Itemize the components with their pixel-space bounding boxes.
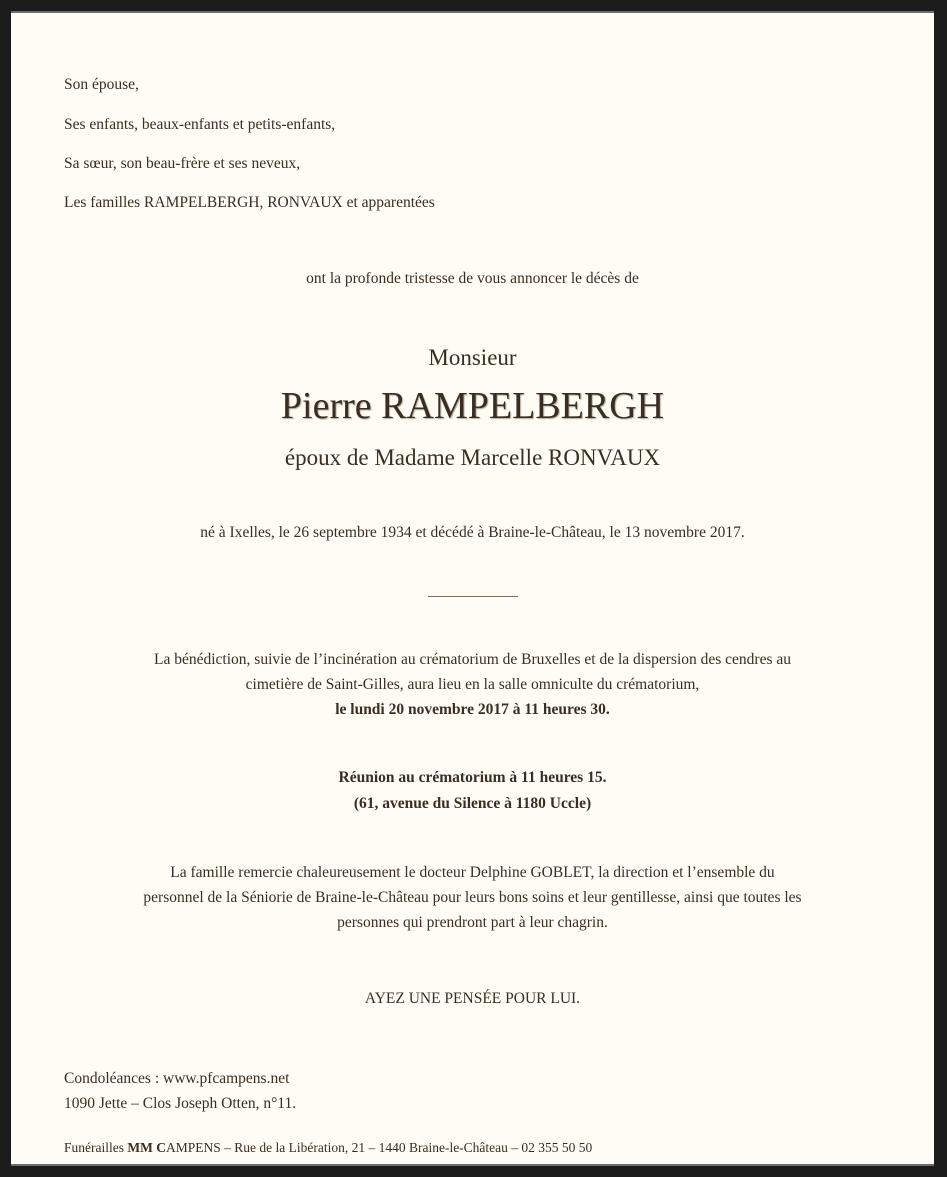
thanks-line-1: La famille remercie chaleureusement le docteur Delphine GOBLET, la direction et l’ensemble du <box>170 864 775 881</box>
meeting-address: (61, avenue du Silence à 1180 Uccle) <box>353 795 592 812</box>
deceased-title: Monsieur <box>428 345 517 370</box>
family-line-wife: Son épouse, <box>64 76 139 93</box>
deceased-name: Pierre RAMPELBERGH <box>280 385 665 427</box>
thanks-line-3: personnes qui prendront part à leur chagrin. <box>337 914 608 931</box>
birth-death-dates: né à Ixelles, le 26 septembre 1934 et décédé à Braine-le-Château, le 13 novembre 2017. <box>200 524 745 541</box>
family-line-children: Ses enfants, beaux-enfants et petits-enfants, <box>64 116 336 133</box>
closing-text: AYEZ UNE PENSÉE POUR LUI. <box>364 990 581 1007</box>
footer-brand-c: C <box>156 1140 166 1155</box>
footer-details: – Rue de la Libération, 21 – 1440 Braine-le-Château – 02 355 50 50 <box>220 1140 593 1155</box>
ceremony-line-2: cimetière de Saint-Gilles, aura lieu en la salle omniculte du crématorium, <box>245 676 700 693</box>
ceremony-datetime: le lundi 20 novembre 2017 à 11 heures 30. <box>335 701 610 718</box>
deceased-spouse: époux de Madame Marcelle RONVAUX <box>284 445 661 470</box>
condolences-address: 1090 Jette – Clos Joseph Otten, n°11. <box>64 1095 297 1112</box>
obituary-page <box>11 11 934 1166</box>
family-line-families: Les familles RAMPELBERGH, RONVAUX et apparentées <box>64 194 435 211</box>
footer-prefix: Funérailles <box>64 1140 128 1155</box>
ceremony-line-1: La bénédiction, suivie de l’incinération au crématorium de Bruxelles et de la dispersion des cendres au <box>154 651 791 668</box>
condolences-website: Condoléances : www.pfcampens.net <box>64 1070 290 1087</box>
footer-brand-rest: AMPENS <box>165 1140 221 1155</box>
separator-rule <box>428 596 518 597</box>
announcement-text: ont la profonde tristesse de vous annoncer le décès de <box>306 270 639 287</box>
family-line-sister: Sa sœur, son beau-frère et ses neveux, <box>64 155 301 172</box>
meeting-line-1: Réunion au crématorium à 11 heures 15. <box>338 769 607 786</box>
thanks-line-2: personnel de la Séniorie de Braine-le-Château pour leurs bons soins et leur gentillesse, ainsi que toutes les <box>143 889 802 906</box>
footer-brand-mm: MM <box>127 1140 153 1155</box>
funeral-home-footer <box>64 1140 592 1156</box>
